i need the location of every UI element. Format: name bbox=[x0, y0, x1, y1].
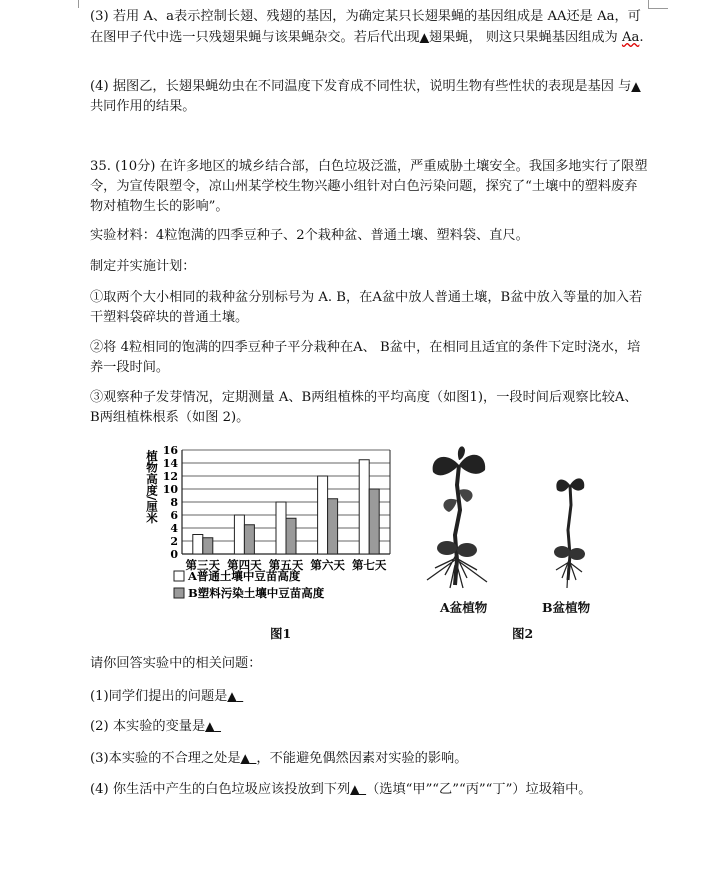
bar bbox=[328, 499, 338, 554]
bar-chart bbox=[140, 440, 400, 620]
q35-answer2 bbox=[90, 716, 650, 737]
answer2-text: (2) 本实验的变量是 bbox=[90, 719, 206, 734]
legend-swatch bbox=[174, 571, 184, 581]
answer-blank: ▲ bbox=[419, 30, 429, 44]
answer3-text: (3)本实验的不合理之处是 bbox=[90, 751, 241, 766]
answer4-text: (4) 你生活中产生的白色垃圾应该投放到下列 bbox=[90, 782, 351, 797]
q34-part4 bbox=[90, 76, 650, 117]
answer1-text: (1)同学们提出的问题是 bbox=[90, 689, 228, 704]
y-tick-label: 2 bbox=[170, 535, 178, 548]
bar bbox=[276, 502, 286, 554]
y-tick-label: 16 bbox=[162, 444, 178, 457]
bar bbox=[359, 460, 369, 554]
q35-answer1 bbox=[90, 686, 650, 707]
legend-label: B塑料污染土壤中豆苗高度 bbox=[188, 586, 325, 600]
y-axis-label: 植物高度/厘米 bbox=[145, 450, 159, 524]
y-tick-label: 0 bbox=[170, 548, 178, 561]
q35-intro: 35. (10分) 在许多地区的城乡结合部，白色垃圾泛滥，严重威胁土壤安全。我国多地实行了限塑令，为宣传限塑令，凉山州某学校生物兴趣小组针对白色污染问题，探究了“土壤中的塑料废弃物对植物生长的影响”。 bbox=[90, 159, 648, 214]
crop-mark bbox=[78, 0, 79, 8]
x-tick-label: 第六天 bbox=[310, 558, 345, 572]
y-tick-label: 10 bbox=[162, 483, 178, 496]
q34-part3-text2: 翅果蝇， 则这只果蝇基因组成为 bbox=[428, 30, 622, 45]
q34-part4-text2: 共同作用的结果。 bbox=[90, 99, 196, 114]
genotype-aa: Aa bbox=[621, 30, 640, 45]
bar bbox=[318, 476, 328, 554]
bar bbox=[244, 525, 254, 554]
plant-b-label: B盆植物 bbox=[542, 600, 591, 615]
plant-a-label: A盆植物 bbox=[440, 600, 488, 615]
q35-step3: ③观察种子发芽情况，定期测量 A、B两组植株的平均高度（如图1)，一段时间后观察比较A、 B两组植株根系（如图 2)。 bbox=[90, 390, 638, 425]
q35-step2: ②将 4粒相同的饱满的四季豆种子平分栽种在A、 B盆中，在相同且适宜的条件下定时浇水，培养一段时间。 bbox=[90, 340, 641, 375]
answer-blank: ▲ bbox=[227, 689, 237, 703]
q34-part3 bbox=[90, 7, 650, 48]
y-tick-label: 4 bbox=[170, 522, 178, 535]
x-tick-label: 第四天 bbox=[227, 558, 262, 572]
q35-plan-title: 制定并实施计划： bbox=[90, 259, 196, 274]
y-tick-label: 6 bbox=[170, 509, 178, 522]
legend-label: A普通土壤中豆苗高度 bbox=[188, 569, 301, 583]
x-tick-label: 第三天 bbox=[185, 558, 221, 572]
q35-answer3 bbox=[90, 748, 650, 769]
plant-a-illustration bbox=[415, 440, 505, 590]
plant-b-illustration bbox=[540, 470, 600, 590]
answer-blank: ▲ bbox=[631, 79, 641, 93]
q34-part4-text: (4) 据图乙，长翅果蝇幼虫在不同温度下发育成不同性状，说明生物有些性状的表现是基因 与 bbox=[90, 79, 632, 94]
bar bbox=[203, 538, 213, 554]
bar bbox=[234, 515, 244, 554]
answer-blank: ▲ bbox=[240, 751, 250, 765]
answer3-text2: ，不能避免偶然因素对实验的影响。 bbox=[256, 751, 468, 766]
period: . bbox=[639, 30, 644, 45]
figure1-caption: 图1 bbox=[270, 626, 292, 641]
q35-answer4 bbox=[90, 779, 650, 800]
answer-blank: ▲ bbox=[350, 782, 360, 796]
x-tick-label: 第七天 bbox=[351, 558, 387, 572]
bar bbox=[193, 535, 203, 555]
y-tick-label: 8 bbox=[170, 496, 178, 509]
q35-ask: 请你回答实验中的相关问题： bbox=[90, 656, 262, 671]
y-tick-label: 12 bbox=[162, 470, 178, 483]
legend-swatch bbox=[174, 588, 184, 598]
bar bbox=[369, 489, 379, 554]
answer-blank: ▲ bbox=[205, 719, 215, 733]
answer4-text2: （选填“甲”“乙”“丙”“丁”）垃圾箱中。 bbox=[366, 782, 592, 797]
crop-mark bbox=[648, 8, 668, 9]
q34-part3-text: (3) 若用 A、a表示控制长翅、残翅的基因，为确定某只长翅果蝇的基因组成是 AA还是 Aa，可在图甲子代中选一只残翅果蝇与该果蝇杂交。若后代出现 bbox=[90, 9, 641, 45]
x-tick-label: 第五天 bbox=[268, 558, 304, 572]
y-tick-label: 14 bbox=[162, 457, 178, 470]
q35-step1: ①取两个大小相同的栽种盆分别标号为 A. B，在A盆中放人普通土壤，B盆中放入等量的加入若干塑料袋碎块的普通土壤。 bbox=[90, 290, 643, 325]
figure2-caption: 图2 bbox=[512, 626, 534, 641]
bar bbox=[286, 518, 296, 554]
q35-materials: 实验材料：4粒饱满的四季豆种子、2个栽种盆、普通土壤、塑料袋、直尺。 bbox=[90, 228, 529, 243]
